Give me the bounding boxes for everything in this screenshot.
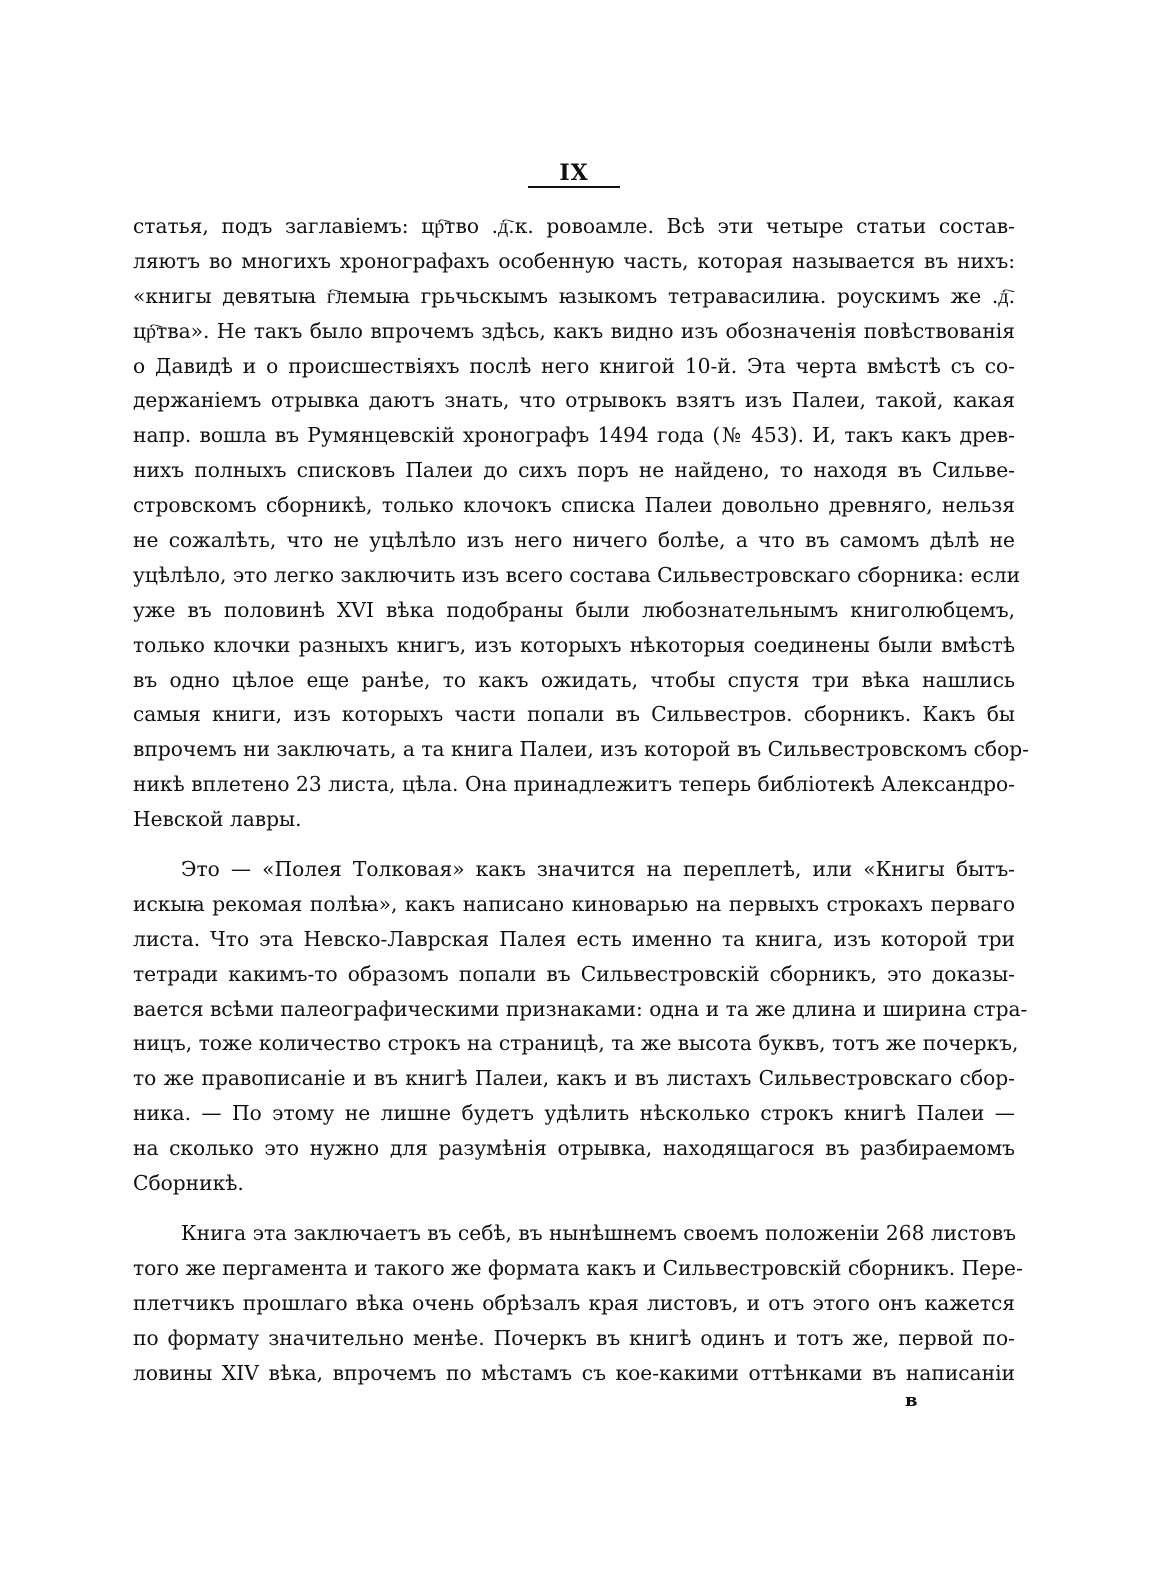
text-line: Это — «Полея Толковая» какъ значится на переплетѣ, или «Книгы бытъ-	[181, 857, 1015, 882]
text-line: Сборникѣ.	[133, 1171, 244, 1196]
text-line: ляютъ во многихъ хронографахъ особенную часть, которая называется въ нихъ:	[133, 248, 1015, 273]
paragraph-1	[133, 209, 1029, 837]
text-line: нихъ полныхъ списковъ Палеи до сихъ поръ не найдено, то находя въ Сильве-	[133, 458, 1015, 483]
body-text	[133, 209, 1029, 1390]
text-line: держаніемъ отрывка даютъ знать, что отрывокъ взятъ изъ Палеи, такой, какая	[133, 388, 1015, 413]
text-line: вается всѣми палеографическими признаками: одна и та же длина и ширина стра-	[133, 996, 1028, 1021]
text-line: по формату значительно менѣе. Почеркъ въ книгѣ одинъ и тотъ же, первой по-	[133, 1325, 1015, 1350]
text-line: самыя книги, изъ которыхъ части попали въ Сильвестров. сборникъ. Какъ бы	[133, 702, 1015, 727]
text-line: о Давидѣ и о происшествіяхъ послѣ него книгой 10-й. Эта черта вмѣстѣ съ со-	[133, 353, 1015, 378]
text-line: уже въ половинѣ XVI вѣка подобраны были любознательнымъ книголюбцемъ,	[133, 597, 1015, 622]
text-line: цр҇тва». Не такъ было впрочемъ здѣсь, какъ видно изъ обозначенія повѣствованія	[133, 318, 1015, 343]
page-number: IX	[559, 160, 589, 186]
signature-mark: в	[905, 1390, 918, 1411]
paragraph-spacer	[133, 1201, 1015, 1216]
paragraph-spacer	[133, 837, 1015, 852]
text-line: плетчикъ прошлаго вѣка очень обрѣзалъ края листовъ, и отъ этого онъ кажется	[133, 1290, 1015, 1315]
text-line: стровскомъ сборникѣ, только клочокъ списка Палеи довольно древняго, нельзя	[133, 493, 1015, 518]
text-line: не сожалѣть, что не уцѣлѣло изъ него ничего болѣе, а что въ самомъ дѣлѣ не	[133, 528, 1015, 553]
text-line: «книгы девятыꙗ г҇лемыꙗ грьчьскымъ ꙗзыкомъ тетравасилиꙗ. роускимъ же .д҇.	[133, 283, 1015, 308]
text-line: впрочемъ ни заключать, а та книга Палеи, изъ которой въ Сильвестровскомъ сбор-	[133, 737, 1029, 762]
text-line: уцѣлѣло, это легко заключить изъ всего состава Сильвестровскаго сборника: если	[133, 562, 1021, 587]
text-line: Невской лавры.	[133, 807, 302, 832]
folio-underline	[528, 186, 620, 188]
text-line: только клочки разныхъ книгъ, изъ которыхъ нѣкоторыя соединены были вмѣстѣ	[133, 632, 1015, 657]
text-line: листа. Что эта Невско-Лаврская Палея есть именно та книга, изъ которой три	[133, 926, 1015, 951]
paragraph-2	[133, 852, 1028, 1201]
text-line: въ одно цѣлое еще ранѣе, то какъ ожидать, чтобы спустя три вѣка нашлись	[133, 667, 1015, 692]
text-line: никѣ вплетено 23 листа, цѣла. Она принадлежитъ теперь библіотекѣ Александро-	[133, 772, 1015, 797]
text-line: ловины XIV вѣка, впрочемъ по мѣстамъ съ кое-какими оттѣнками въ написаніи	[133, 1360, 1015, 1385]
text-line: Книга эта заключаетъ въ себѣ, въ нынѣшнемъ своемъ положеніи 268 листовъ	[181, 1220, 1016, 1245]
text-line: того же пергамента и такого же формата какъ и Сильвестровскій сборникъ. Пере-	[133, 1255, 1023, 1280]
text-line: статья, подъ заглавіемъ: цр҇тво .д҇.к. ровоамле. Всѣ эти четыре статьи состав-	[133, 214, 1015, 238]
text-line: напр. вошла въ Румянцевскій хронографъ 1494 года (№ 453). И, такъ какъ древ-	[133, 423, 1015, 448]
text-line: то же правописаніе и въ книгѣ Палеи, какъ и въ листахъ Сильвестровскаго сбор-	[133, 1066, 1015, 1091]
text-line: ницъ, тоже количество строкъ на страницѣ, та же высота буквъ, тотъ же почеркъ,	[133, 1031, 1019, 1056]
text-line: на сколько это нужно для разумѣнія отрывка, находящагося въ разбираемомъ	[133, 1136, 1015, 1161]
paragraph-3	[133, 1216, 1023, 1390]
text-line: искыꙗ рекомая полѣꙗ», какъ написано киноварью на первыхъ строкахъ перваго	[133, 891, 1015, 916]
text-line: ника. — По этому не лишне будетъ удѣлить нѣсколько строкъ книгѣ Палеи —	[133, 1101, 1015, 1126]
text-line: тетради какимъ-то образомъ попали въ Сильвестровскій сборникъ, это доказы-	[133, 961, 1015, 986]
